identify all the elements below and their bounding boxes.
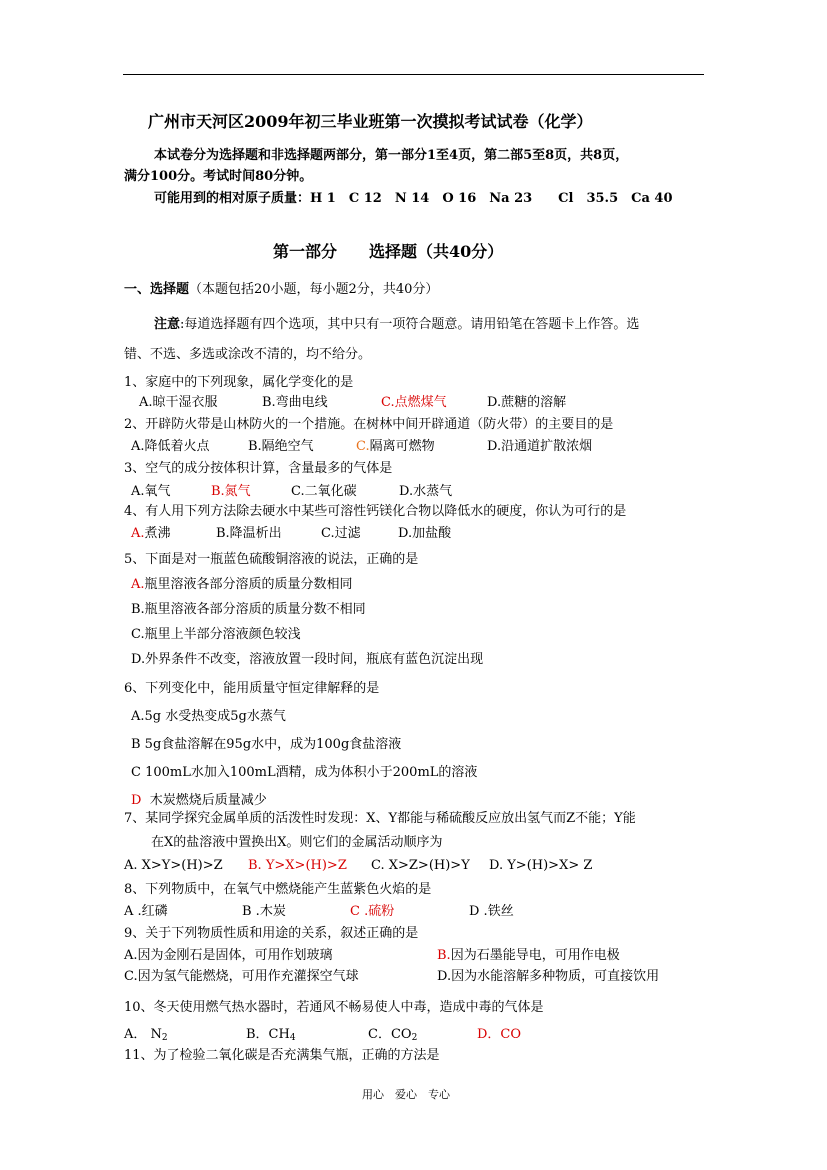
- q1-option-d: D.蔗糖的溶解: [487, 395, 567, 410]
- q3-option-b-answer: B.氮气: [211, 484, 251, 499]
- q6-option-d-letter: D: [131, 793, 142, 808]
- note-label: 注意: [154, 317, 181, 332]
- section-heading: [124, 281, 438, 299]
- q7-option-d: D. Y>(H)>X> Z: [489, 858, 593, 873]
- q5-option-c: C.瓶里上半部分溶液颜色较浅: [131, 627, 301, 642]
- section-heading-bold: 一、选择题: [124, 282, 190, 297]
- q2-stem: 2、开辟防火带是山林防火的一个措施。在树林中间开辟通道（防火带）的主要目的是: [124, 417, 614, 432]
- page-footer: 用心 爱心 专心: [362, 1088, 450, 1101]
- q5-option-a-letter: A.: [131, 577, 145, 592]
- q3-stem: 3、空气的成分按体积计算，含量最多的气体是: [124, 461, 393, 476]
- q10-option-b: [246, 1026, 296, 1044]
- q5-stem: 5、下面是对一瓶蓝色硫酸铜溶液的说法，正确的是: [124, 552, 419, 567]
- q5-option-a-answer: [131, 576, 353, 594]
- q2-option-c-letter: C.: [356, 439, 370, 454]
- q3-option-d: D.水蒸气: [399, 484, 453, 499]
- q10-stem: 10、冬天使用燃气热水器时，若通风不畅易使人中毒，造成中毒的气体是: [124, 1000, 544, 1015]
- q4-option-c: C.过滤: [321, 526, 361, 541]
- q10-option-a: [124, 1026, 168, 1044]
- q10-option-c: [368, 1026, 417, 1044]
- q4-stem: 4、有人用下列方法除去硬水中某些可溶性钙镁化合物以降低水的硬度，你认为可行的是: [124, 504, 627, 519]
- q1-stem: 1、家庭中的下列现象，属化学变化的是: [124, 375, 354, 390]
- q7-option-a: A. X>Y>(H)>Z: [124, 858, 223, 873]
- q9-stem: 9、关于下列物质性质和用途的关系，叙述正确的是: [124, 926, 419, 941]
- q2-option-c-text: 隔离可燃物: [369, 439, 435, 454]
- q8-option-a: A .红磷: [124, 904, 168, 919]
- atomic-mass-line: 可能用到的相对原子质量：H 1 C 12 N 14 O 16 Na 23 Cl 35.5 Ca 40: [154, 191, 673, 206]
- note-line-2: 错、不选、多选或涂改不清的，均不给分。: [124, 347, 372, 362]
- q2-option-b: B.隔绝空气: [248, 439, 314, 454]
- q9-option-b-answer: [437, 947, 620, 965]
- q9-option-a: A.因为金刚石是固体，可用作划玻璃: [124, 948, 333, 963]
- q9-option-b-letter: B.: [437, 948, 451, 963]
- q8-stem: 8、下列物质中，在氧气中燃烧能产生蓝紫色火焰的是: [124, 882, 432, 897]
- q8-option-b: B .木炭: [242, 904, 286, 919]
- intro-line-1: 本试卷分为选择题和非选择题两部分，第一部分1至4页，第二部5至8页，共8页，: [154, 148, 629, 163]
- q1-option-b: B.弯曲电线: [262, 395, 328, 410]
- q10-option-b-text: B．CH: [246, 1027, 290, 1042]
- q2-option-c-answer: [356, 438, 435, 456]
- q10-option-a-text: A． N: [124, 1027, 162, 1042]
- q10-option-c-subscript: 2: [411, 1033, 418, 1043]
- q4-option-a-text: 煮沸: [144, 526, 171, 541]
- q9-option-d: D.因为水能溶解多种物质，可直接饮用: [437, 969, 660, 984]
- q9-option-c: C.因为氢气能燃烧，可用作充灌探空气球: [124, 969, 359, 984]
- q10-option-c-text: C．CO: [368, 1027, 412, 1042]
- intro-line-2: 满分100分。考试时间80分钟。: [124, 169, 313, 184]
- q4-option-a-answer: [131, 525, 171, 543]
- q11-stem: 11、为了检验二氧化碳是否充满集气瓶，正确的方法是: [124, 1048, 440, 1063]
- note-text-1: :每道选择题有四个选项，其中只有一项符合题意。请用铅笔在答题卡上作答。选: [180, 317, 640, 332]
- q7-stem-2: 在X的盐溶液中置换出X。则它们的金属活动顺序为: [151, 835, 443, 850]
- q6-option-a: A.5g 水受热变成5g水蒸气: [131, 709, 286, 724]
- q2-option-a: A.降低着火点: [131, 439, 210, 454]
- q5-option-b: B.瓶里溶液各部分溶质的质量分数不相同: [131, 602, 366, 617]
- q9-option-b-text: 因为石墨能导电，可用作电极: [450, 948, 620, 963]
- q3-option-a: A.氧气: [131, 484, 171, 499]
- q5-option-a-text: 瓶里溶液各部分溶质的质量分数相同: [144, 577, 353, 592]
- header-rule: [123, 74, 704, 75]
- q8-option-c-answer: C .硫粉: [350, 904, 395, 919]
- q6-option-d-answer: [131, 792, 267, 810]
- q7-option-b-answer: B. Y>X>(H)>Z: [248, 858, 347, 873]
- q10-option-a-subscript: 2: [161, 1033, 168, 1043]
- q4-option-a-letter: A.: [131, 526, 145, 541]
- q4-option-b: B.降温析出: [216, 526, 282, 541]
- q1-option-a: A.晾干湿衣服: [139, 395, 218, 410]
- q6-option-c: C 100mL水加入100mL酒精，成为体积小于200mL的溶液: [131, 765, 478, 780]
- q1-option-c-answer: C.点燃煤气: [381, 395, 447, 410]
- q10-option-d-answer: D．CO: [477, 1027, 522, 1042]
- q3-option-c: C.二氧化碳: [291, 484, 357, 499]
- q4-option-d: D.加盐酸: [398, 526, 452, 541]
- page-title: 广州市天河区2009年初三毕业班第一次摸拟考试试卷（化学）: [148, 112, 593, 131]
- note-line-1: [154, 316, 639, 334]
- q7-option-c: C. X>Z>(H)>Y: [371, 858, 470, 873]
- q6-stem: 6、下列变化中，能用质量守恒定律解释的是: [124, 681, 380, 696]
- q7-stem-1: 7、某同学探究金属单质的活泼性时发现：X、Y都能与稀硫酸反应放出氢气而Z不能；Y能: [124, 811, 636, 826]
- q8-option-d: D .铁丝: [469, 904, 514, 919]
- q5-option-d: D.外界条件不改变，溶液放置一段时间，瓶底有蓝色沉淀出现: [131, 652, 484, 667]
- q6-option-b: B 5g食盐溶解在95g水中，成为100g食盐溶液: [131, 737, 402, 752]
- q2-option-d: D.沿通道扩散浓烟: [487, 439, 593, 454]
- q6-option-d-text: 木炭燃烧后质量减少: [149, 793, 267, 808]
- q10-option-b-subscript: 4: [289, 1033, 296, 1043]
- section-title: 第一部分 选择题（共40分）: [273, 242, 504, 261]
- section-heading-rest: （本题包括20小题，每小题2分，共40分）: [189, 282, 439, 297]
